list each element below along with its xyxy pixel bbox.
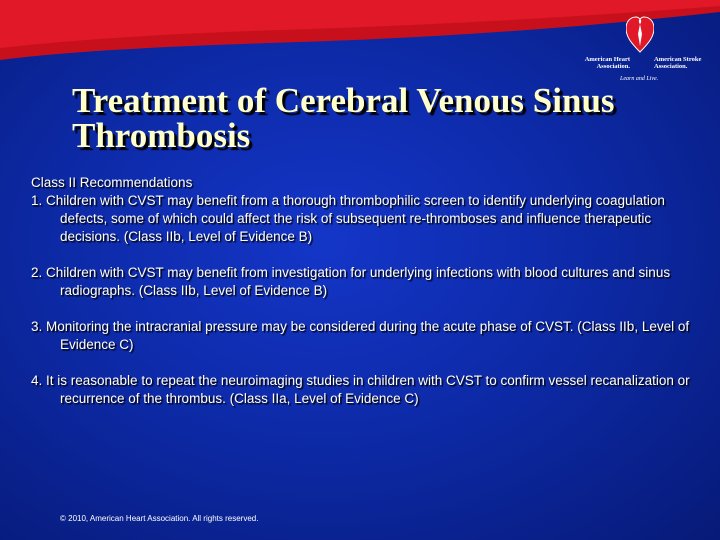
recommendation-4: 4. It is reasonable to repeat the neuroimaging studies in children with CVST to confirm vessel recanalization or recurrence of the thrombus. (Class IIa, Level of Evidence C) [31,373,690,406]
slide-title: Treatment of Cerebral Venous Sinus Thrombosis [72,81,615,155]
recommendations-heading: Class II Recommendations [31,175,193,190]
recommendation-3: 3. Monitoring the intracranial pressure may be considered during the acute phase of CVST. (Class IIb, Level of Evidence C) [31,319,690,352]
aha-wordmark [570,56,630,70]
aha-line1: American Heart [584,56,630,63]
asa-line2: Association. [654,63,688,70]
aha-line2: Association. [596,63,630,70]
heart-torch-icon [626,14,654,54]
aha-asa-logo [566,14,716,84]
asa-wordmark [654,56,714,70]
recommendation-2: 2. Children with CVST may benefit from investigation for underlying infections with blood cultures and sinus radiographs. (Class IIb, Level of Evidence B) [31,265,671,298]
asa-line1: American Stroke [654,56,702,63]
logo-tagline: Learn and Live. [620,76,659,82]
slide-body [31,174,691,408]
recommendation-1: 1. Children with CVST may benefit from a thorough thrombophilic screen to identify underlying coagulation defects, some of which could affect the risk of subsequent re-thromboses and influence therapeutic decisions. (Class IIb, Level of Evidence B) [31,193,665,244]
copyright-footer: © 2010, American Heart Association. All rights reserved. [60,514,259,523]
